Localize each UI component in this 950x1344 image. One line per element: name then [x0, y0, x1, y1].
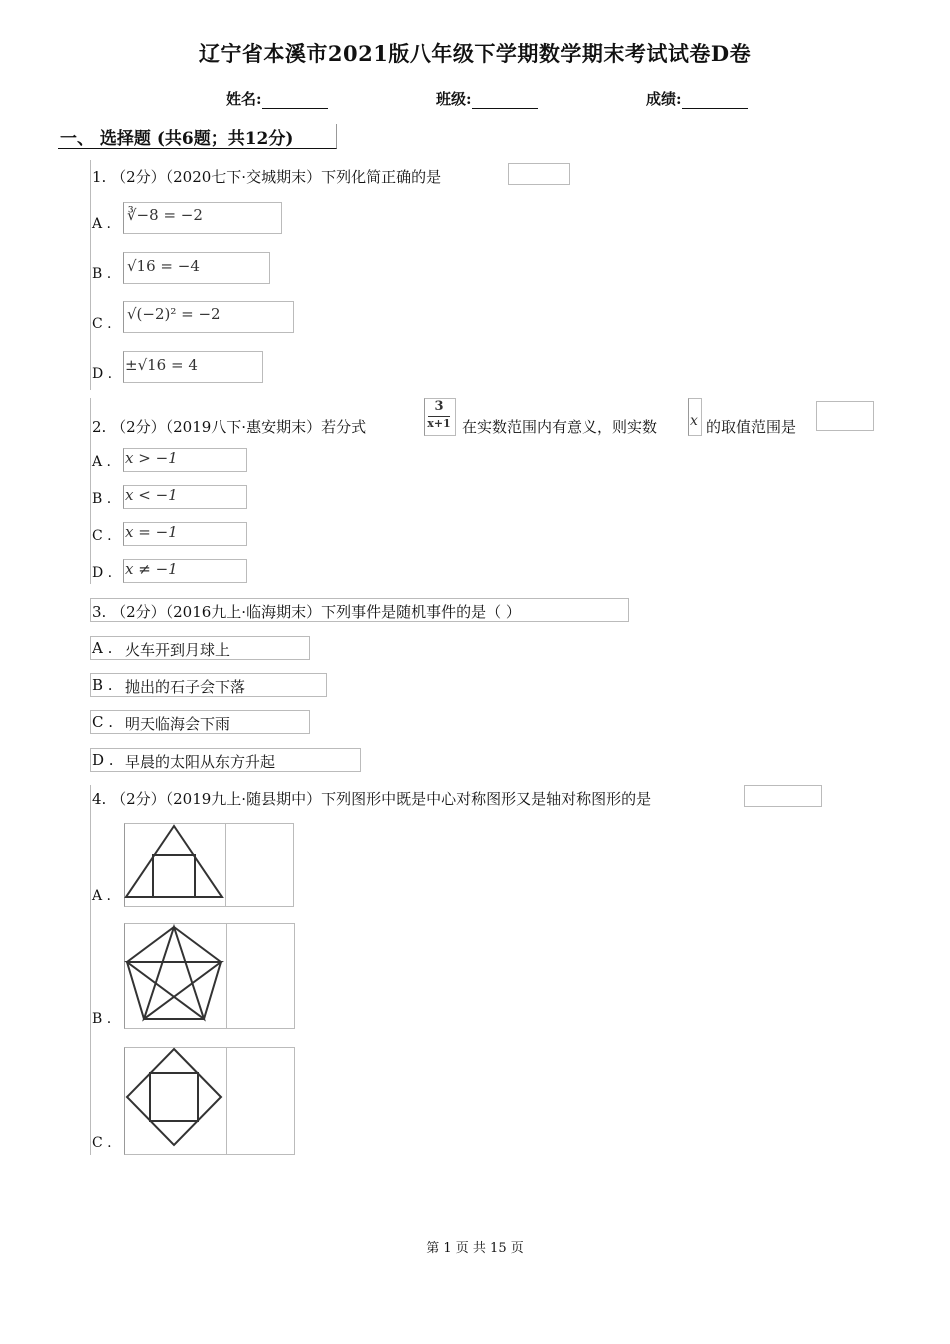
name-blank[interactable]	[262, 92, 328, 109]
option-label: D .	[92, 565, 113, 581]
name-label: 姓名:	[226, 90, 262, 108]
option-label: B .	[92, 491, 112, 507]
option-label: C .	[92, 713, 114, 731]
option-formula: x ≠ −1	[125, 560, 178, 578]
answer-paren	[744, 785, 822, 807]
fraction-denominator: x+1	[427, 417, 451, 430]
name-field	[226, 88, 328, 109]
option-label: B .	[92, 1011, 112, 1027]
question-2-stem-middle: 在实数范围内有意义，则实数	[462, 418, 658, 436]
score-label: 成绩:	[646, 90, 682, 108]
option-formula: x > −1	[125, 449, 178, 467]
class-label: 班级:	[436, 90, 472, 108]
pentagon-with-star-figure	[124, 923, 226, 1025]
option-label: C .	[92, 316, 112, 332]
option-text: 明天临海会下雨	[125, 715, 231, 733]
option-formula: x = −1	[125, 523, 178, 541]
option-text: 早晨的太阳从东方升起	[125, 753, 276, 771]
option-label: A .	[92, 216, 112, 232]
class-blank[interactable]	[472, 92, 538, 109]
option-label: D .	[92, 751, 114, 769]
page-title: 辽宁省本溪市2021版八年级下学期数学期末考试试卷D卷	[198, 41, 752, 66]
option-formula: ±√16 = 4	[125, 356, 198, 374]
question-4-stem: 4. （2分）（2019九上·随县期中）下列图形中既是中心对称图形又是轴对称图形的是	[92, 790, 652, 808]
answer-paren	[816, 401, 874, 431]
section-heading: 一、 选择题 (共6题；共12分)	[60, 129, 294, 149]
option-label: A .	[92, 888, 112, 904]
question-divider	[90, 398, 91, 584]
class-field	[436, 88, 538, 109]
answer-paren	[508, 163, 570, 185]
option-label: C .	[92, 1135, 112, 1151]
page-number: 第 1 页 共 15 页	[426, 1241, 524, 1256]
option-label: C .	[92, 528, 112, 544]
question-divider	[90, 785, 91, 1155]
option-label: B .	[92, 266, 112, 282]
option-formula: ∛−8 = −2	[127, 206, 203, 224]
score-blank[interactable]	[682, 92, 748, 109]
fraction-numerator: 3	[434, 399, 444, 414]
option-formula: √16 = −4	[127, 257, 200, 275]
triangle-with-square-figure	[124, 823, 226, 903]
option-formula: x < −1	[125, 486, 178, 504]
variable-x: x	[690, 413, 698, 429]
score-field	[646, 88, 748, 109]
option-label: A .	[92, 454, 112, 470]
option-label: B .	[92, 676, 113, 694]
option-text: 火车开到月球上	[125, 641, 231, 659]
question-1-stem: 1. （2分）（2020七下·交城期末）下列化简正确的是	[92, 168, 442, 186]
diamond-with-square-figure	[124, 1047, 226, 1149]
question-divider	[90, 160, 91, 390]
option-text: 抛出的石子会下落	[125, 678, 246, 696]
question-2-stem: 2. （2分）（2019八下·惠安期末）若分式	[92, 418, 367, 436]
option-label: D .	[92, 366, 113, 382]
option-label: A .	[92, 639, 113, 657]
option-formula: √(−2)² = −2	[127, 305, 221, 323]
question-3-stem: 3. （2分）（2016九上·临海期末）下列事件是随机事件的是（ ）	[92, 603, 521, 621]
question-2-stem-end: 的取值范围是	[706, 418, 797, 436]
